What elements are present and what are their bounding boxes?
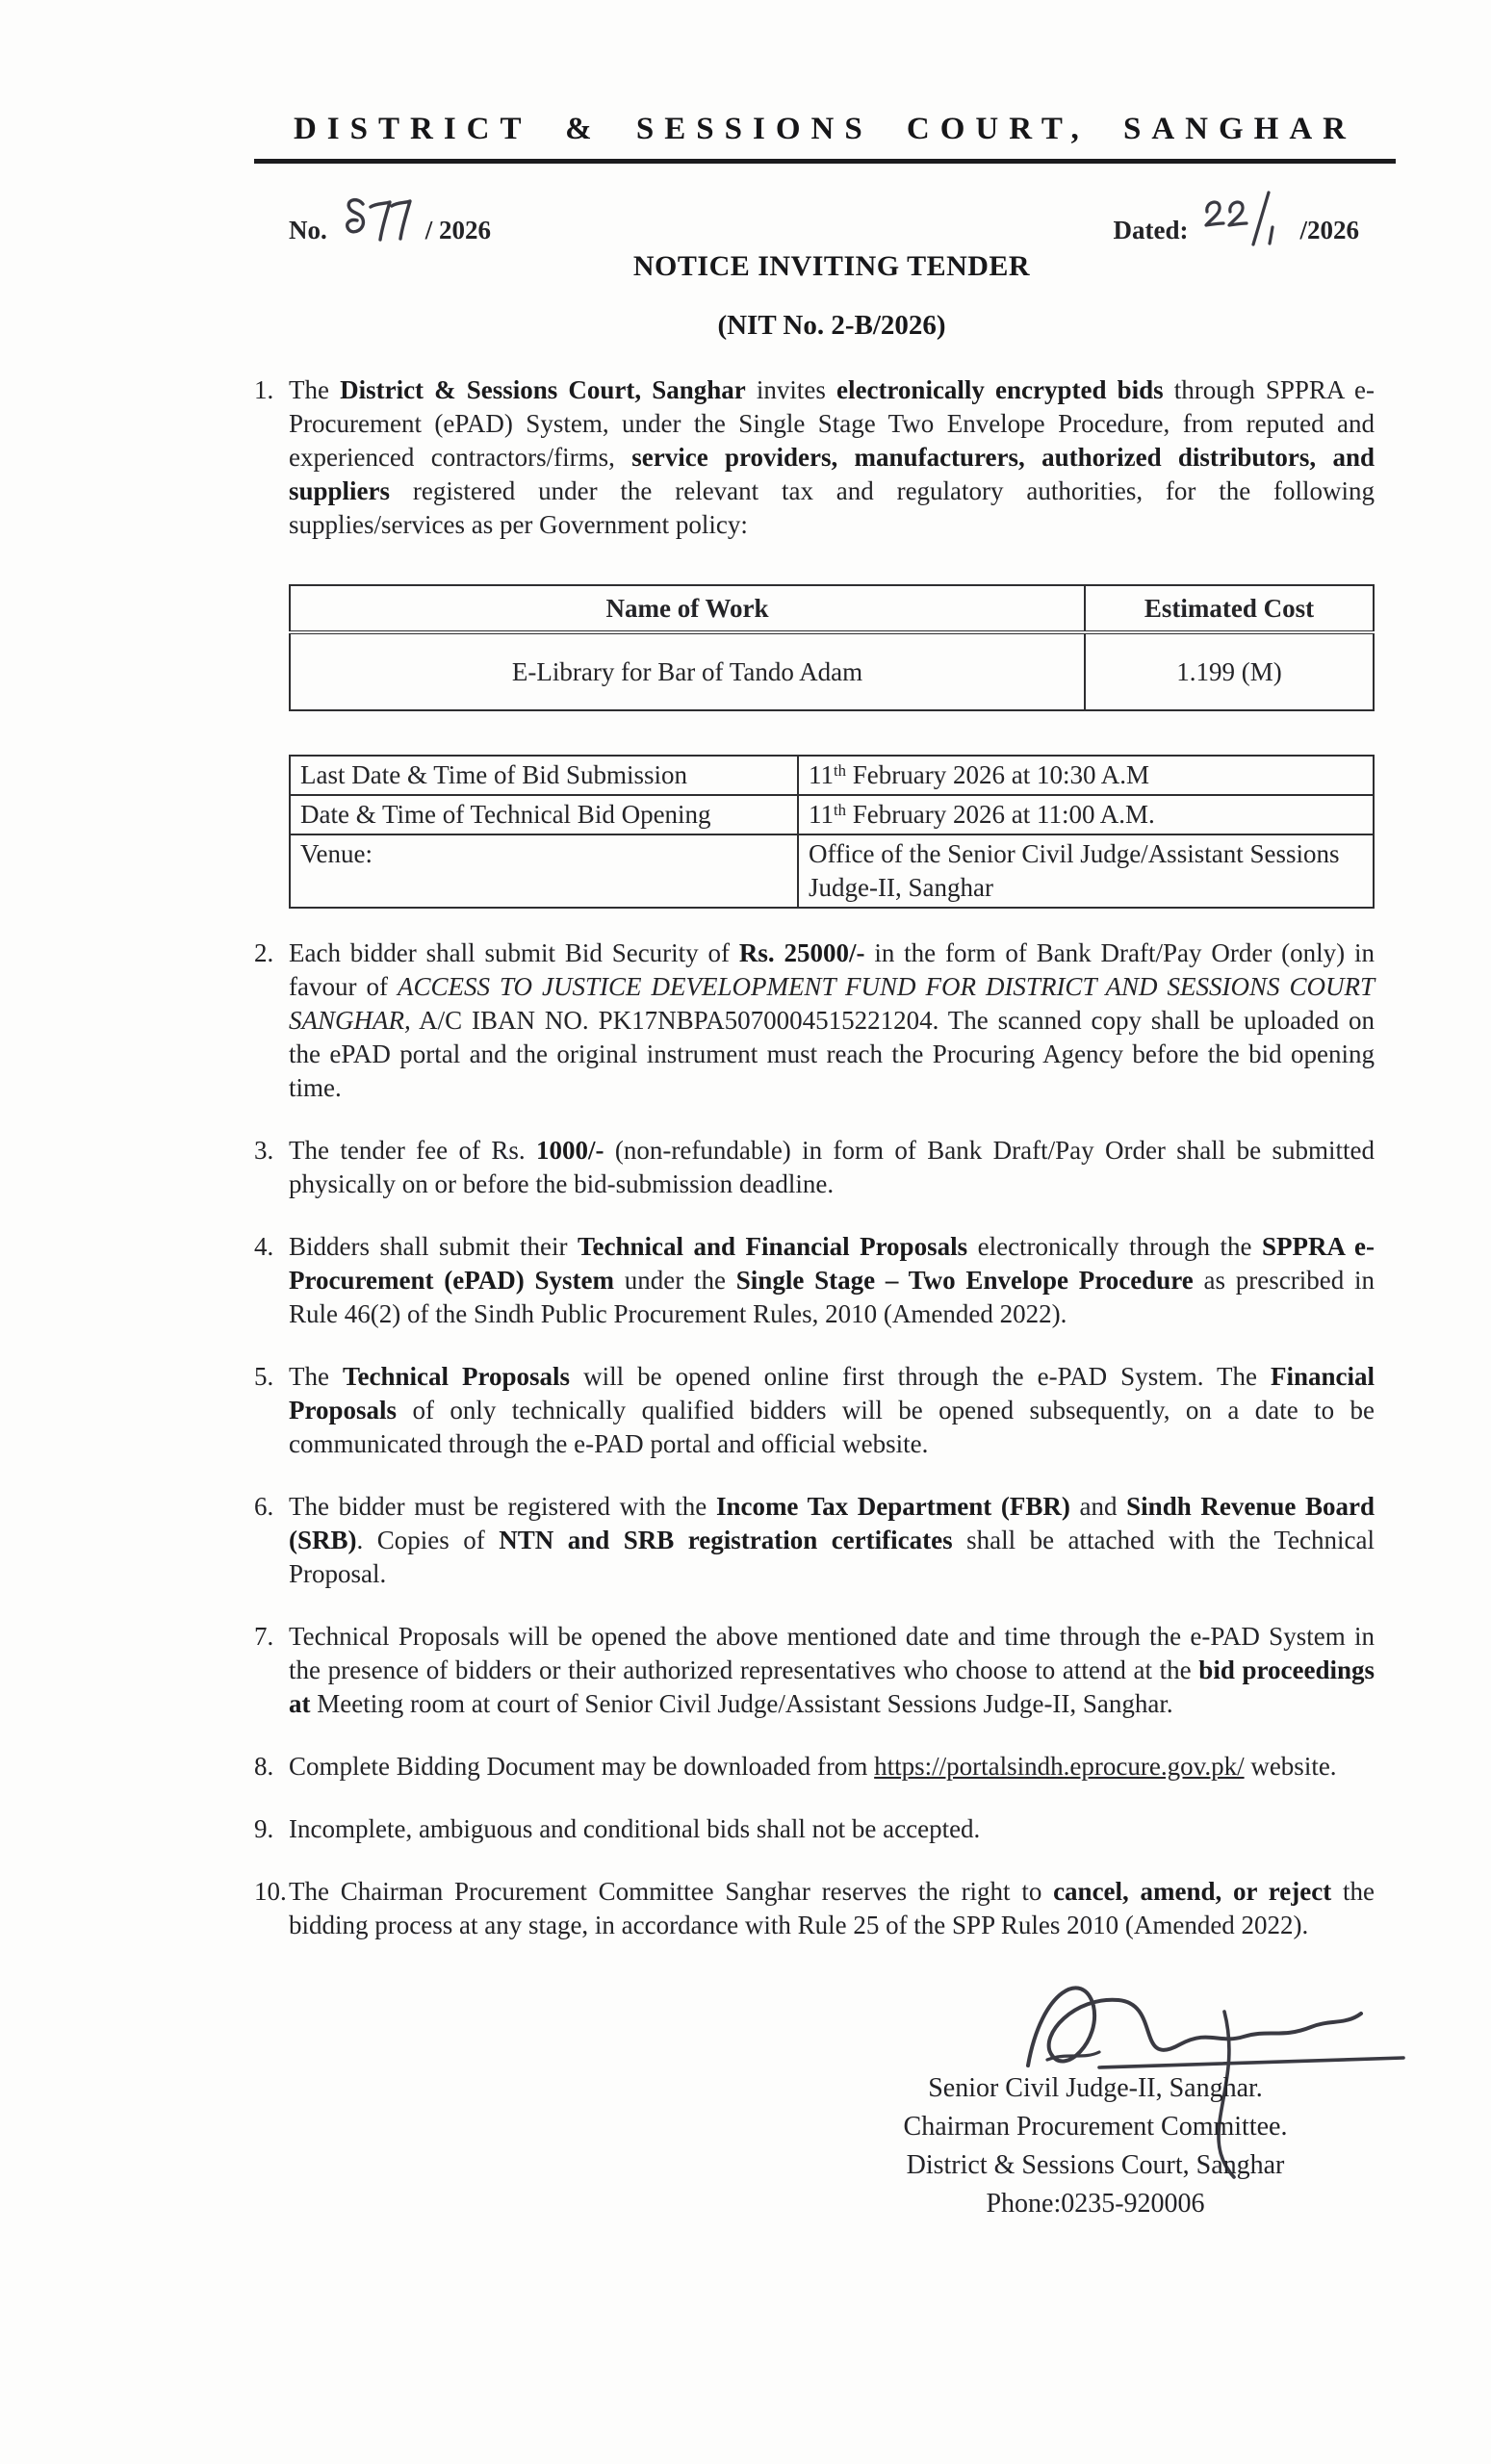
clause-number: 9. [254,1814,274,1843]
text-segment: 11 [809,760,834,789]
handwritten-serial-number [341,194,412,246]
text-segment: Office of the Senior Civil Judge/Assistant Sessions Judge-II, Sanghar [809,839,1340,902]
clause-number: 3. [254,1136,274,1165]
signatory-block [882,2069,1309,2223]
text-segment: 11 [809,800,834,829]
text-segment: cancel, amend, or reject [1053,1877,1332,1906]
text-segment: NTN and SRB registration certificates [499,1526,953,1554]
clause-number: 7. [254,1622,274,1651]
text-segment: bid proceedings at [289,1656,1375,1718]
notice-date [1114,189,1360,246]
clause-number: 5. [254,1362,274,1391]
nit-number: (NIT No. 2-B/2026) [717,310,946,341]
handwritten-date [1201,189,1286,246]
signatory-line: Chairman Procurement Committee. [903,2112,1288,2142]
clause-text [289,1620,1375,1721]
clause-number: 2. [254,938,274,967]
work-table-header-row [290,585,1374,632]
text-segment: of only technically qualified bidders will be opened subsequently, on a date to be communicated through the e-PAD portal and official website. [289,1396,1375,1458]
work-table-row [290,632,1374,710]
text-segment: website. [1244,1752,1337,1781]
clause-text [289,1875,1375,1942]
text-segment: the bidding process at any stage, in accordance with Rule 25 of the SPP Rules 2010 (Amended 2022). [289,1877,1375,1939]
text-segment: under the [613,1266,736,1295]
text-segment: 1000/- [536,1136,604,1165]
handwritten-22-1-strokes [1201,189,1286,246]
court-title: DISTRICT & SESSIONS COURT, SANGHAR [293,112,1357,146]
clause-7 [254,1620,1375,1721]
text-segment: th [834,801,847,820]
text-segment: Technical and Financial Proposals [578,1232,968,1261]
schedule-label: Last Date & Time of Bid Submission [290,756,798,795]
text-segment: Meeting room at court of Senior Civil Judge/Assistant Sessions Judge-II, Sanghar. [310,1689,1173,1718]
clause-text [289,1134,1375,1201]
work-name-cell: E-Library for Bar of Tando Adam [290,632,1085,710]
text-segment: Technical Proposals [343,1362,571,1391]
text-segment: electronically encrypted bids [835,375,1164,404]
text-segment: as prescribed in Rule 46(2) of the Sindh Public Procurement Rules, 2010 (Amended 2022). [289,1266,1375,1328]
text-segment: Technical Proposals will be opened the above mentioned date and time through the e-PAD System in the presence of bidders or their authorized representatives who choose to attend at the [289,1622,1375,1684]
text-segment: (non-refundable) in form of Bank Draft/Pay Order shall be submitted physically on or before the bid-submission deadline. [289,1136,1375,1198]
schedule-value [798,795,1374,834]
text-segment: Single Stage – Two Envelope Procedure [735,1266,1194,1295]
no-year: / 2026 [424,216,492,244]
schedule-label: Date & Time of Technical Bid Opening [290,795,798,834]
schedule-label: Venue: [290,834,798,908]
text-segment: The [289,1362,343,1391]
clause-4 [254,1230,1375,1331]
text-segment: shall be attached with the Technical Proposal. [289,1526,1375,1588]
text-segment: ACCESS TO JUSTICE DEVELOPMENT FUND FOR DISTRICT AND SESSIONS COURT SANGHAR, [289,972,1375,1035]
clause-10 [254,1875,1375,1942]
clause-6 [254,1490,1375,1591]
clause-text [289,1490,1375,1591]
text-segment: invites [745,375,836,404]
clause-1 [254,373,1375,542]
text-segment: The tender fee of Rs. [289,1136,537,1165]
work-cost-cell: 1.199 (M) [1085,632,1374,710]
text-segment: will be opened online first through the e-PAD System. The [570,1362,1271,1391]
work-table-header: Estimated Cost [1085,585,1374,632]
clause-text [289,1230,1375,1331]
signatory-line: Senior Civil Judge-II, Sanghar. [928,2073,1263,2103]
text-segment: Rs. 25000/- [738,938,865,967]
clause-text [289,1812,1375,1846]
text-segment: service providers, manufacturers, authorized distributors, and suppliers [289,443,1375,505]
clause-2 [254,937,1375,1105]
clause-text [289,1750,1375,1784]
work-table [289,584,1375,711]
clause-text [289,1360,1375,1461]
text-segment: Incomplete, ambiguous and conditional bids shall not be accepted. [289,1814,981,1843]
text-segment: SPPRA e-Procurement (ePAD) System [289,1232,1375,1295]
schedule-value [798,756,1374,795]
text-segment: Financial Proposals [289,1362,1375,1424]
dated-year: /2026 [1299,216,1359,244]
clause-number: 10. [254,1877,287,1906]
signatory-line: Phone:0235-920006 [986,2189,1205,2219]
schedule-row [290,834,1374,908]
clause-text [289,937,1375,1105]
clause-8 [254,1750,1375,1784]
text-segment: electronically through the [967,1232,1263,1261]
text-segment: https://portalsindh.eprocure.gov.pk/ [874,1752,1245,1781]
clause-3 [254,1134,1375,1201]
schedule-table [289,755,1375,909]
work-table-header: Name of Work [290,585,1085,632]
text-segment: Income Tax Department (FBR) [715,1492,1070,1521]
text-segment: registered under the relevant tax and regulatory authorities, for the following supplies/services as per Government policy: [289,476,1375,539]
schedule-row [290,795,1374,834]
text-segment: Sindh Revenue Board (SRB) [289,1492,1375,1554]
text-segment: in the form of Bank Draft/Pay Order (only) in favour of [289,938,1375,1001]
text-segment: District & Sessions Court, Sanghar [340,375,746,404]
schedule-row [290,756,1374,795]
text-segment: The Chairman Procurement Committee Sanghar reserves the right to [289,1877,1054,1906]
clause-9 [254,1812,1375,1846]
text-segment: th [834,761,847,781]
text-segment: and [1069,1492,1127,1521]
text-segment: February 2026 at 11:00 A.M. [846,800,1155,829]
clause-number: 1. [254,375,274,404]
clause-number: 6. [254,1492,274,1521]
notice-title: NOTICE INVITING TENDER [632,250,1031,282]
reference-row [289,189,1359,246]
clause-number: 8. [254,1752,274,1781]
document-header [254,112,1396,164]
text-segment: Bidders shall submit their [289,1232,578,1261]
text-segment: The [289,375,341,404]
clause-text [289,373,1375,542]
text-segment: through SPPRA e-Procurement (ePAD) System, under the Single Stage Two Envelope Procedure, from reputed and experienced contractors/firms, [289,375,1375,472]
text-segment: February 2026 at 10:30 A.M [846,760,1150,789]
dated-label: Dated: [1113,216,1189,244]
notice-number [289,194,491,246]
text-segment: . Copies of [356,1526,500,1554]
text-segment: Complete Bidding Document may be downloaded from [289,1752,875,1781]
text-segment: The bidder must be registered with the [289,1492,716,1521]
clause-1-container [254,373,1375,571]
handwritten-877-strokes [341,194,412,246]
clause-5 [254,1360,1375,1461]
text-segment: Each bidder shall submit Bid Security of [289,938,739,967]
clause-number: 4. [254,1232,274,1261]
no-label: No. [289,216,327,244]
signatory-line: District & Sessions Court, Sanghar [906,2150,1285,2180]
text-segment: A/C IBAN NO. PK17NBPA5070004515221204. The scanned copy shall be uploaded on the ePAD portal and the original instrument must reach the Procuring Agency before the bid opening time. [289,1006,1375,1102]
schedule-value [798,834,1374,908]
clauses-container [254,937,1375,1971]
